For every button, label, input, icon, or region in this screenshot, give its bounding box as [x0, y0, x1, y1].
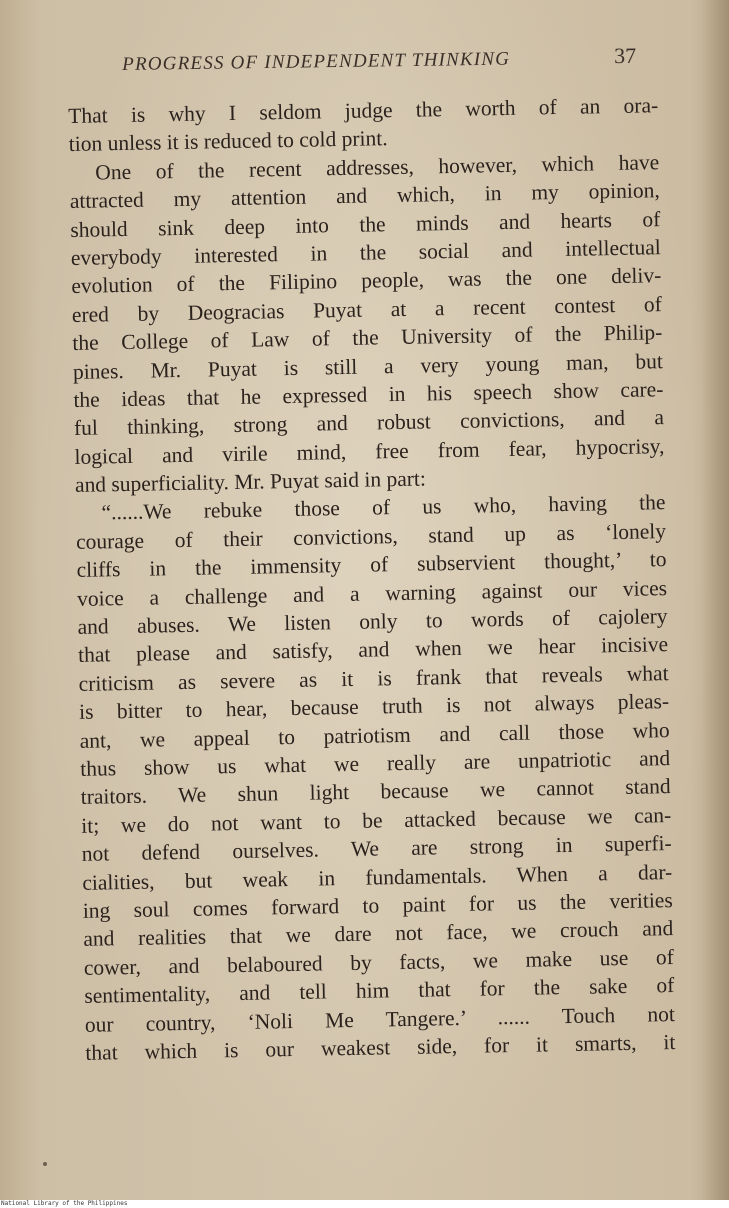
text-line: “......We rebuke those of us who, having the	[101, 490, 666, 525]
text-line: the College of Law of the University of the Philip-	[72, 320, 663, 356]
text-line: cower, and belaboured by facts, we make use of	[83, 944, 674, 980]
text-line: That is why I seldom judge the worth of an ora-	[68, 93, 659, 128]
page-edge-shadow	[701, 0, 729, 1200]
paper-speck	[43, 1162, 47, 1166]
text-line: evolution of the Filipino people, was the one deliv-	[71, 263, 662, 299]
text-line: and realities that we dare not face, we crouch and	[83, 916, 674, 952]
text-line: is bitter to hear, because truth is not always pleas-	[78, 689, 670, 725]
text-line: and superficiality. Mr. Puyat said in part:	[74, 466, 427, 498]
text-line: not defend ourselves. We are strong in superfi-	[81, 831, 672, 867]
text-line: thus show us what we really are unpatriotic and	[80, 746, 671, 781]
text-line: cialities, but weak in fundamentals. When a dar-	[82, 859, 673, 895]
text-line: that which is our weakest side, for it smarts, it	[85, 1029, 676, 1065]
text-line: it; we do not want to be attacked because we can-	[81, 802, 672, 838]
text-line: criticism as severe as it is frank that reveals what	[78, 660, 669, 696]
text-line: One of the recent addresses, however, which have	[95, 149, 660, 185]
text-line: voice a challenge and a warning against our vices	[76, 575, 668, 611]
text-line: should sink deep into the minds and hearts of	[70, 206, 661, 242]
text-line: pines. Mr. Puyat is still a very young man, but	[72, 348, 664, 384]
text-line: ered by Deogracias Puyat at a recent contest of	[71, 291, 663, 327]
text-line: ful thinking, strong and robust convictions, and a	[73, 405, 665, 441]
text-line: everybody interested in the social and intellectual	[70, 235, 661, 270]
text-line: our country, ‘Noli Me Tangere.’ ...... Touch not	[84, 1001, 676, 1037]
text-line: logical and virile mind, free from fear, hypocrisy,	[74, 433, 665, 469]
text-line: cliffs in the immensity of subservient thought,’ to	[76, 547, 667, 583]
running-head	[122, 43, 643, 90]
text-line: attracted my attention and which, in my opinion,	[69, 178, 660, 214]
text-line: traitors. We shun light because we cannot stand	[80, 774, 671, 810]
text-line: that please and satisfy, and when we hear incisive	[77, 632, 669, 668]
text-line: courage of their convictions, stand up as ‘lonely	[75, 518, 667, 554]
text-line: ing soul comes forward to paint for us the verities	[82, 887, 673, 923]
text-line: the ideas that he expressed in his speech show care-	[73, 377, 664, 412]
text-line: and abuses. We listen only to words of cajolery	[77, 604, 668, 639]
page-number: 37	[613, 42, 637, 69]
text-line: sentimentality, and tell him that for the sake of	[84, 973, 675, 1008]
text-line: ant, we appeal to patriotism and call those who	[79, 717, 670, 753]
running-head-title: PROGRESS OF INDEPENDENT THINKING	[122, 48, 511, 75]
footer-strip	[0, 1200, 729, 1208]
body-text	[68, 91, 676, 1067]
footer-credit: National Library of the Philippines	[1, 1200, 128, 1207]
text-line: tion unless it is reduced to cold print.	[68, 126, 388, 157]
